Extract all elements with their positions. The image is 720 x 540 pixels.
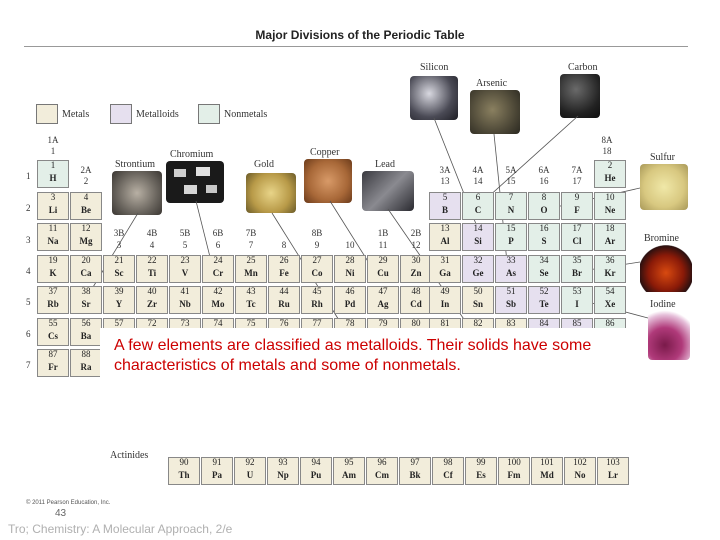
actinide-cell bbox=[498, 457, 530, 485]
period-label-5: 5 bbox=[26, 297, 31, 307]
group-label-1a: 1A bbox=[47, 135, 59, 145]
atomic-number: 41 bbox=[180, 286, 190, 296]
group-label-7b: 7B bbox=[245, 228, 257, 238]
atomic-number: 27 bbox=[312, 255, 322, 265]
element-symbol: Mn bbox=[244, 268, 258, 278]
atomic-number: 86 bbox=[605, 318, 615, 328]
group-label-3a: 3A bbox=[439, 165, 451, 175]
atomic-number: 19 bbox=[48, 255, 58, 265]
atomic-number: 84 bbox=[539, 318, 549, 328]
atomic-number: 10 bbox=[605, 192, 615, 202]
caption-panel bbox=[100, 328, 648, 418]
element-symbol: Cr bbox=[212, 268, 224, 278]
element-symbol: No bbox=[574, 470, 586, 480]
atomic-number: 85 bbox=[572, 318, 582, 328]
element-symbol: Rb bbox=[47, 299, 59, 309]
actinide-cell bbox=[597, 457, 629, 485]
period-label-2: 2 bbox=[26, 203, 31, 213]
group-label-7a: 7A bbox=[571, 165, 583, 175]
atomic-number: 30 bbox=[411, 255, 421, 265]
atomic-number: 29 bbox=[378, 255, 388, 265]
group-label-2a: 2A bbox=[80, 165, 92, 175]
element-symbol: Np bbox=[277, 470, 289, 480]
atomic-number: 12 bbox=[81, 223, 91, 233]
atomic-number: 46 bbox=[345, 286, 355, 296]
actinide-cell bbox=[366, 457, 398, 485]
element-symbol: Y bbox=[115, 299, 123, 309]
atomic-number: 76 bbox=[279, 318, 289, 328]
element-symbol: H bbox=[49, 173, 57, 183]
atomic-number: 97 bbox=[410, 457, 420, 467]
element-symbol: Pu bbox=[310, 470, 322, 480]
atomic-number: 98 bbox=[443, 457, 453, 467]
element-symbol: Lr bbox=[608, 470, 618, 480]
element-symbol: Mo bbox=[211, 299, 225, 309]
element-symbol: Al bbox=[440, 236, 450, 246]
element-symbol: Cf bbox=[443, 470, 453, 480]
atomic-number: 52 bbox=[539, 286, 549, 296]
element-symbol: Ra bbox=[80, 362, 92, 372]
atomic-number: 21 bbox=[114, 255, 124, 265]
element-symbol: Am bbox=[342, 470, 356, 480]
atomic-number: 42 bbox=[213, 286, 223, 296]
actinide-cell bbox=[267, 457, 299, 485]
element-symbol: Te bbox=[539, 299, 549, 309]
group-number-8: 8 bbox=[281, 240, 287, 250]
atomic-number: 49 bbox=[440, 286, 450, 296]
atomic-number: 17 bbox=[572, 223, 582, 233]
element-symbol: Ni bbox=[345, 268, 355, 278]
element-symbol: As bbox=[505, 268, 516, 278]
atomic-number: 94 bbox=[311, 457, 321, 467]
atomic-number: 74 bbox=[213, 318, 223, 328]
group-number-11: 11 bbox=[378, 240, 388, 250]
group-number-3: 3 bbox=[116, 240, 122, 250]
actinide-cell bbox=[300, 457, 332, 485]
atomic-number: 23 bbox=[180, 255, 190, 265]
atomic-number: 102 bbox=[573, 457, 587, 467]
group-number-18: 18 bbox=[602, 146, 612, 156]
atomic-number: 37 bbox=[48, 286, 58, 296]
atomic-number: 93 bbox=[278, 457, 288, 467]
group-label-2b: 2B bbox=[410, 228, 422, 238]
element-symbol: Zn bbox=[410, 268, 422, 278]
element-symbol: Li bbox=[48, 205, 58, 215]
element-symbol: Se bbox=[539, 268, 549, 278]
element-symbol: Br bbox=[572, 268, 582, 278]
element-symbol: Cs bbox=[47, 331, 58, 341]
group-label-8a: 8A bbox=[601, 135, 613, 145]
photo-label-lead: Lead bbox=[375, 159, 395, 170]
atomic-number: 16 bbox=[539, 223, 549, 233]
atomic-number: 38 bbox=[81, 286, 91, 296]
caption-text: A few elements are classified as metalloids. Their solids have some characteristics of metals and some of nonmetals. bbox=[114, 337, 592, 374]
footer-text: Tro; Chemistry: A Molecular Approach, 2/e bbox=[8, 522, 233, 536]
element-symbol: Pd bbox=[344, 299, 356, 309]
element-symbol: Bk bbox=[409, 470, 421, 480]
element-symbol: B bbox=[441, 205, 448, 215]
element-symbol: I bbox=[575, 299, 579, 309]
atomic-number: 33 bbox=[506, 255, 516, 265]
group-number-17: 17 bbox=[572, 176, 582, 186]
element-symbol: O bbox=[540, 205, 548, 215]
atomic-number: 87 bbox=[48, 349, 58, 359]
atomic-number: 82 bbox=[473, 318, 483, 328]
photo-label-bromine: Bromine bbox=[644, 233, 679, 244]
element-symbol: V bbox=[181, 268, 189, 278]
element-symbol: Sn bbox=[472, 299, 483, 309]
atomic-number: 80 bbox=[411, 318, 421, 328]
element-symbol: C bbox=[474, 205, 482, 215]
actinide-cell bbox=[201, 457, 233, 485]
page-number: 43 bbox=[55, 508, 67, 519]
atomic-number: 3 bbox=[50, 192, 56, 202]
atomic-number: 43 bbox=[246, 286, 256, 296]
atomic-number: 4 bbox=[83, 192, 89, 202]
atomic-number: 83 bbox=[506, 318, 516, 328]
element-symbol: Ar bbox=[604, 236, 616, 246]
period-label-4: 4 bbox=[26, 266, 31, 276]
atomic-number: 103 bbox=[606, 457, 620, 467]
group-label-8b: 8B bbox=[311, 228, 323, 238]
photo-label-arsenic: Arsenic bbox=[476, 78, 508, 89]
atomic-number: 22 bbox=[147, 255, 157, 265]
atomic-number: 78 bbox=[345, 318, 355, 328]
actinides-label: Actinides bbox=[110, 450, 149, 461]
atomic-number: 90 bbox=[179, 457, 189, 467]
element-symbol: Ge bbox=[472, 268, 484, 278]
atomic-number: 18 bbox=[605, 223, 615, 233]
atomic-number: 26 bbox=[279, 255, 289, 265]
element-symbol: Na bbox=[47, 236, 59, 246]
atomic-number: 77 bbox=[312, 318, 322, 328]
period-label-6: 6 bbox=[26, 329, 31, 339]
element-symbol: Nb bbox=[179, 299, 191, 309]
legend-label-metals: Metals bbox=[62, 109, 90, 120]
atomic-number: 1 bbox=[50, 160, 56, 170]
atomic-number: 6 bbox=[475, 192, 481, 202]
element-symbol: Ru bbox=[278, 299, 290, 309]
group-label-1b: 1B bbox=[377, 228, 389, 238]
copyright-text: © 2011 Pearson Education, Inc. bbox=[26, 500, 111, 506]
element-symbol: F bbox=[574, 205, 580, 215]
atomic-number: 88 bbox=[81, 349, 91, 359]
element-symbol: S bbox=[541, 236, 547, 246]
actinide-cell bbox=[432, 457, 464, 485]
element-symbol: Cm bbox=[375, 470, 389, 480]
element-symbol: Pa bbox=[212, 470, 222, 480]
element-symbol: Ca bbox=[80, 268, 92, 278]
atomic-number: 14 bbox=[473, 223, 483, 233]
group-number-16: 16 bbox=[539, 176, 549, 186]
actinide-cell bbox=[333, 457, 365, 485]
atomic-number: 48 bbox=[411, 286, 421, 296]
group-number-6: 6 bbox=[215, 240, 221, 250]
atomic-number: 79 bbox=[378, 318, 388, 328]
atomic-number: 100 bbox=[507, 457, 521, 467]
element-symbol: Fm bbox=[507, 470, 521, 480]
element-symbol: Ga bbox=[439, 268, 451, 278]
group-number-10: 10 bbox=[345, 240, 355, 250]
element-symbol: Sr bbox=[81, 299, 91, 309]
atomic-number: 57 bbox=[114, 318, 124, 328]
group-number-5: 5 bbox=[182, 240, 188, 250]
group-label-4b: 4B bbox=[146, 228, 158, 238]
photo-label-gold: Gold bbox=[254, 159, 274, 170]
photo-label-iodine: Iodine bbox=[650, 299, 676, 310]
legend-label-metalloids: Metalloids bbox=[136, 109, 179, 120]
atomic-number: 39 bbox=[114, 286, 124, 296]
actinide-cell bbox=[465, 457, 497, 485]
photo-label-sulfur: Sulfur bbox=[650, 152, 675, 163]
element-symbol: Sc bbox=[114, 268, 124, 278]
period-label-7: 7 bbox=[26, 360, 31, 370]
atomic-number: 20 bbox=[81, 255, 91, 265]
element-symbol: Ag bbox=[377, 299, 389, 309]
legend-label-nonmetals: Nonmetals bbox=[224, 109, 268, 120]
atomic-number: 75 bbox=[246, 318, 256, 328]
group-label-5b: 5B bbox=[179, 228, 191, 238]
atomic-number: 53 bbox=[572, 286, 582, 296]
group-number-9: 9 bbox=[314, 240, 320, 250]
element-symbol: Ne bbox=[604, 205, 616, 215]
photo-label-chromium: Chromium bbox=[170, 149, 214, 160]
group-label-4a: 4A bbox=[472, 165, 484, 175]
group-number-15: 15 bbox=[506, 176, 516, 186]
atomic-number: 72 bbox=[147, 318, 157, 328]
element-symbol: Es bbox=[476, 470, 486, 480]
element-symbol: Md bbox=[540, 470, 554, 480]
element-symbol: Fe bbox=[279, 268, 289, 278]
element-symbol: P bbox=[508, 236, 514, 246]
element-symbol: Cl bbox=[572, 236, 582, 246]
photo-label-copper: Copper bbox=[310, 147, 340, 158]
element-symbol: Sb bbox=[505, 299, 516, 309]
element-symbol: Th bbox=[178, 470, 190, 480]
atomic-number: 8 bbox=[541, 192, 547, 202]
element-symbol: Tc bbox=[246, 299, 256, 309]
group-number-1: 1 bbox=[50, 146, 56, 156]
actinide-cell bbox=[531, 457, 563, 485]
photo-label-carbon: Carbon bbox=[568, 62, 598, 73]
atomic-number: 34 bbox=[539, 255, 549, 265]
atomic-number: 40 bbox=[147, 286, 157, 296]
atomic-number: 99 bbox=[476, 457, 486, 467]
atomic-number: 28 bbox=[345, 255, 355, 265]
actinide-cell bbox=[564, 457, 596, 485]
atomic-number: 2 bbox=[607, 160, 613, 170]
group-label-5a: 5A bbox=[505, 165, 517, 175]
photo-label-silicon: Silicon bbox=[420, 62, 449, 73]
actinide-cell bbox=[399, 457, 431, 485]
atomic-number: 31 bbox=[440, 255, 450, 265]
atomic-number: 9 bbox=[574, 192, 580, 202]
element-symbol: Be bbox=[81, 205, 91, 215]
element-symbol: Mg bbox=[79, 236, 93, 246]
atomic-number: 5 bbox=[442, 192, 448, 202]
group-number-2: 2 bbox=[83, 176, 89, 186]
actinide-cell bbox=[168, 457, 200, 485]
element-symbol: He bbox=[604, 173, 616, 183]
element-symbol: K bbox=[49, 268, 57, 278]
atomic-number: 54 bbox=[605, 286, 615, 296]
atomic-number: 81 bbox=[440, 318, 450, 328]
atomic-number: 35 bbox=[572, 255, 582, 265]
element-symbol: In bbox=[440, 299, 450, 309]
atomic-number: 44 bbox=[279, 286, 289, 296]
element-symbol: Zr bbox=[147, 299, 157, 309]
atomic-number: 15 bbox=[506, 223, 516, 233]
atomic-number: 7 bbox=[508, 192, 514, 202]
element-symbol: Xe bbox=[604, 299, 616, 309]
element-symbol: Co bbox=[311, 268, 323, 278]
element-symbol: Cd bbox=[410, 299, 422, 309]
atomic-number: 73 bbox=[180, 318, 190, 328]
element-symbol: Ba bbox=[80, 331, 92, 341]
atomic-number: 95 bbox=[344, 457, 354, 467]
atomic-number: 55 bbox=[48, 318, 58, 328]
atomic-number: 11 bbox=[48, 223, 58, 233]
atomic-number: 91 bbox=[212, 457, 222, 467]
atomic-number: 96 bbox=[377, 457, 387, 467]
actinide-cell bbox=[234, 457, 266, 485]
period-label-1: 1 bbox=[26, 171, 31, 181]
group-number-7: 7 bbox=[248, 240, 254, 250]
atomic-number: 51 bbox=[506, 286, 516, 296]
element-symbol: U bbox=[246, 470, 254, 480]
element-symbol: Cu bbox=[377, 268, 389, 278]
group-label-6b: 6B bbox=[212, 228, 224, 238]
element-symbol: Kr bbox=[604, 268, 616, 278]
atomic-number: 92 bbox=[245, 457, 255, 467]
group-number-4: 4 bbox=[149, 240, 155, 250]
element-symbol: Ti bbox=[147, 268, 157, 278]
group-number-12: 12 bbox=[411, 240, 421, 250]
photo-label-strontium: Strontium bbox=[115, 159, 156, 170]
group-number-13: 13 bbox=[440, 176, 450, 186]
atomic-number: 32 bbox=[473, 255, 483, 265]
group-label-3b: 3B bbox=[113, 228, 125, 238]
atomic-number: 101 bbox=[540, 457, 554, 467]
element-symbol: Rh bbox=[311, 299, 323, 309]
atomic-number: 25 bbox=[246, 255, 256, 265]
atomic-number: 50 bbox=[473, 286, 483, 296]
element-symbol: N bbox=[507, 205, 515, 215]
element-symbol: Si bbox=[474, 236, 482, 246]
group-number-14: 14 bbox=[473, 176, 483, 186]
atomic-number: 24 bbox=[213, 255, 223, 265]
atomic-number: 36 bbox=[605, 255, 615, 265]
atomic-number: 47 bbox=[378, 286, 388, 296]
element-symbol: Fr bbox=[48, 362, 58, 372]
slide-title: Major Divisions of the Periodic Table bbox=[255, 28, 465, 42]
atomic-number: 45 bbox=[312, 286, 322, 296]
atomic-number: 56 bbox=[81, 318, 91, 328]
atomic-number: 13 bbox=[440, 223, 450, 233]
period-label-3: 3 bbox=[26, 235, 31, 245]
group-label-6a: 6A bbox=[538, 165, 550, 175]
